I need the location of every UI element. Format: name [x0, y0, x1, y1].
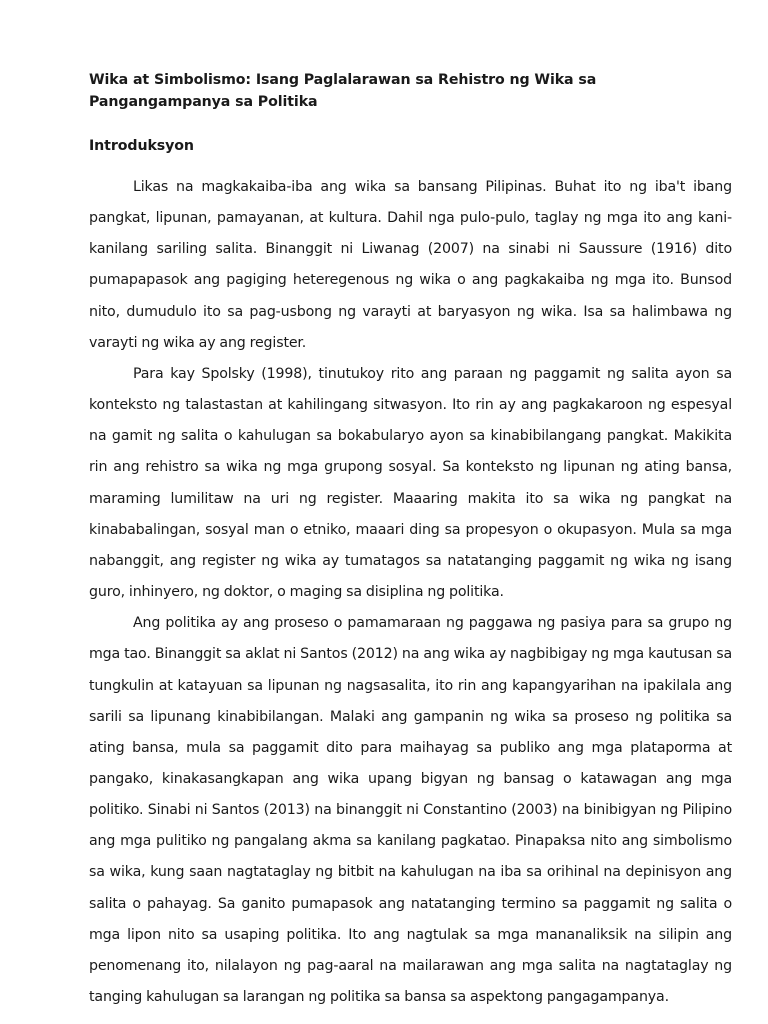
section-heading: Introduksyon [89, 138, 194, 154]
document-title: Wika at Simbolismo: Isang Paglalarawan sa Rehistro ng Wika sa Pangangampanya sa Politika [89, 72, 597, 110]
paragraph-2: Para kay Spolsky (1998), tinutukoy rito ang paraan ng paggamit ng salita ayon sa konteksto ng talastastan at kahilingang sitwasyon. Ito rin ay ang pagkakaroon ng espesyal na gamit ng salita o kahulugan sa bokabularyo ayon sa kinabibilangang pangkat. Makikita rin ang rehistro sa wika ng mga grupong sosyal. Sa konteksto ng lipunan ng ating bansa, maraming lumilitaw na uri ng register. Maaaring makita ito sa wika ng pangkat na kinababalingan, sosyal man o etniko, maaari ding sa propesyon o okupasyon. Mula sa mga nabanggit, ang register ng wika ay tumatagos sa natatanging paggamit ng wika ng isang guro, inhinyero, ng doktor, o maging sa disiplina ng politika. [89, 365, 732, 601]
document-body [89, 172, 732, 1013]
paragraph-1: Likas na magkakaiba-iba ang wika sa bansang Pilipinas. Buhat ito ng iba't ibang pangkat, lipunan, pamayanan, at kultura. Dahil nga pulo-pulo, taglay ng mga ito ang kani-kanilang sariling salita. Binanggit ni Liwanag (2007) na sinabi ni Saussure (1916) dito pumapapasok ang pagiging heteregenous ng wika o ang pagkakaiba ng mga ito. Bunsod nito, dumudulo ito sa pag-usbong ng varayti at baryasyon ng wika. Isa sa halimbawa ng varayti ng wika ay ang register. [89, 179, 732, 351]
paragraph-3: Ang politika ay ang proseso o pamamaraan ng paggawa ng pasiya para sa grupo ng mga tao. Binanggit sa aklat ni Santos (2012) na ang wika ay nagbibigay ng mga kautusan sa tungkulin at katayuan sa lipunan ng nagsasalita, ito rin ang kapangyarihan na ipakilala ang sarili sa lipunang kinabibilangan. Malaki ang gampanin ng wika sa proseso ng politika sa ating bansa, mula sa paggamit dito para maihayag sa publiko ang mga plataporma at pangako, kinakasangkapan ang wika upang bigyan ng bansag o katawagan ang mga politiko. Sinabi ni Santos (2013) na binanggit ni Constantino (2003) na binibigyan ng Pilipino ang mga pulitiko ng pangalang akma sa kanilang pagkatao. Pinapaksa nito ang simbolismo sa wika, kung saan nagtataglay ng bitbit na kahulugan na iba sa orihinal na depinisyon ang salita o pahayag. Sa ganito pumapasok ang natatanging termino sa paggamit ng salita o mga lipon nito sa usaping politika. Ito ang nagtulak sa mga mananaliksik na silipin ang penomenang ito, nilalayon ng pag-aaral na mailarawan ang mga salita na nagtataglay ng tanging kahulugan sa larangan ng politika sa bansa sa aspektong pangagampanya. [89, 615, 732, 1006]
document-page [89, 69, 732, 1013]
